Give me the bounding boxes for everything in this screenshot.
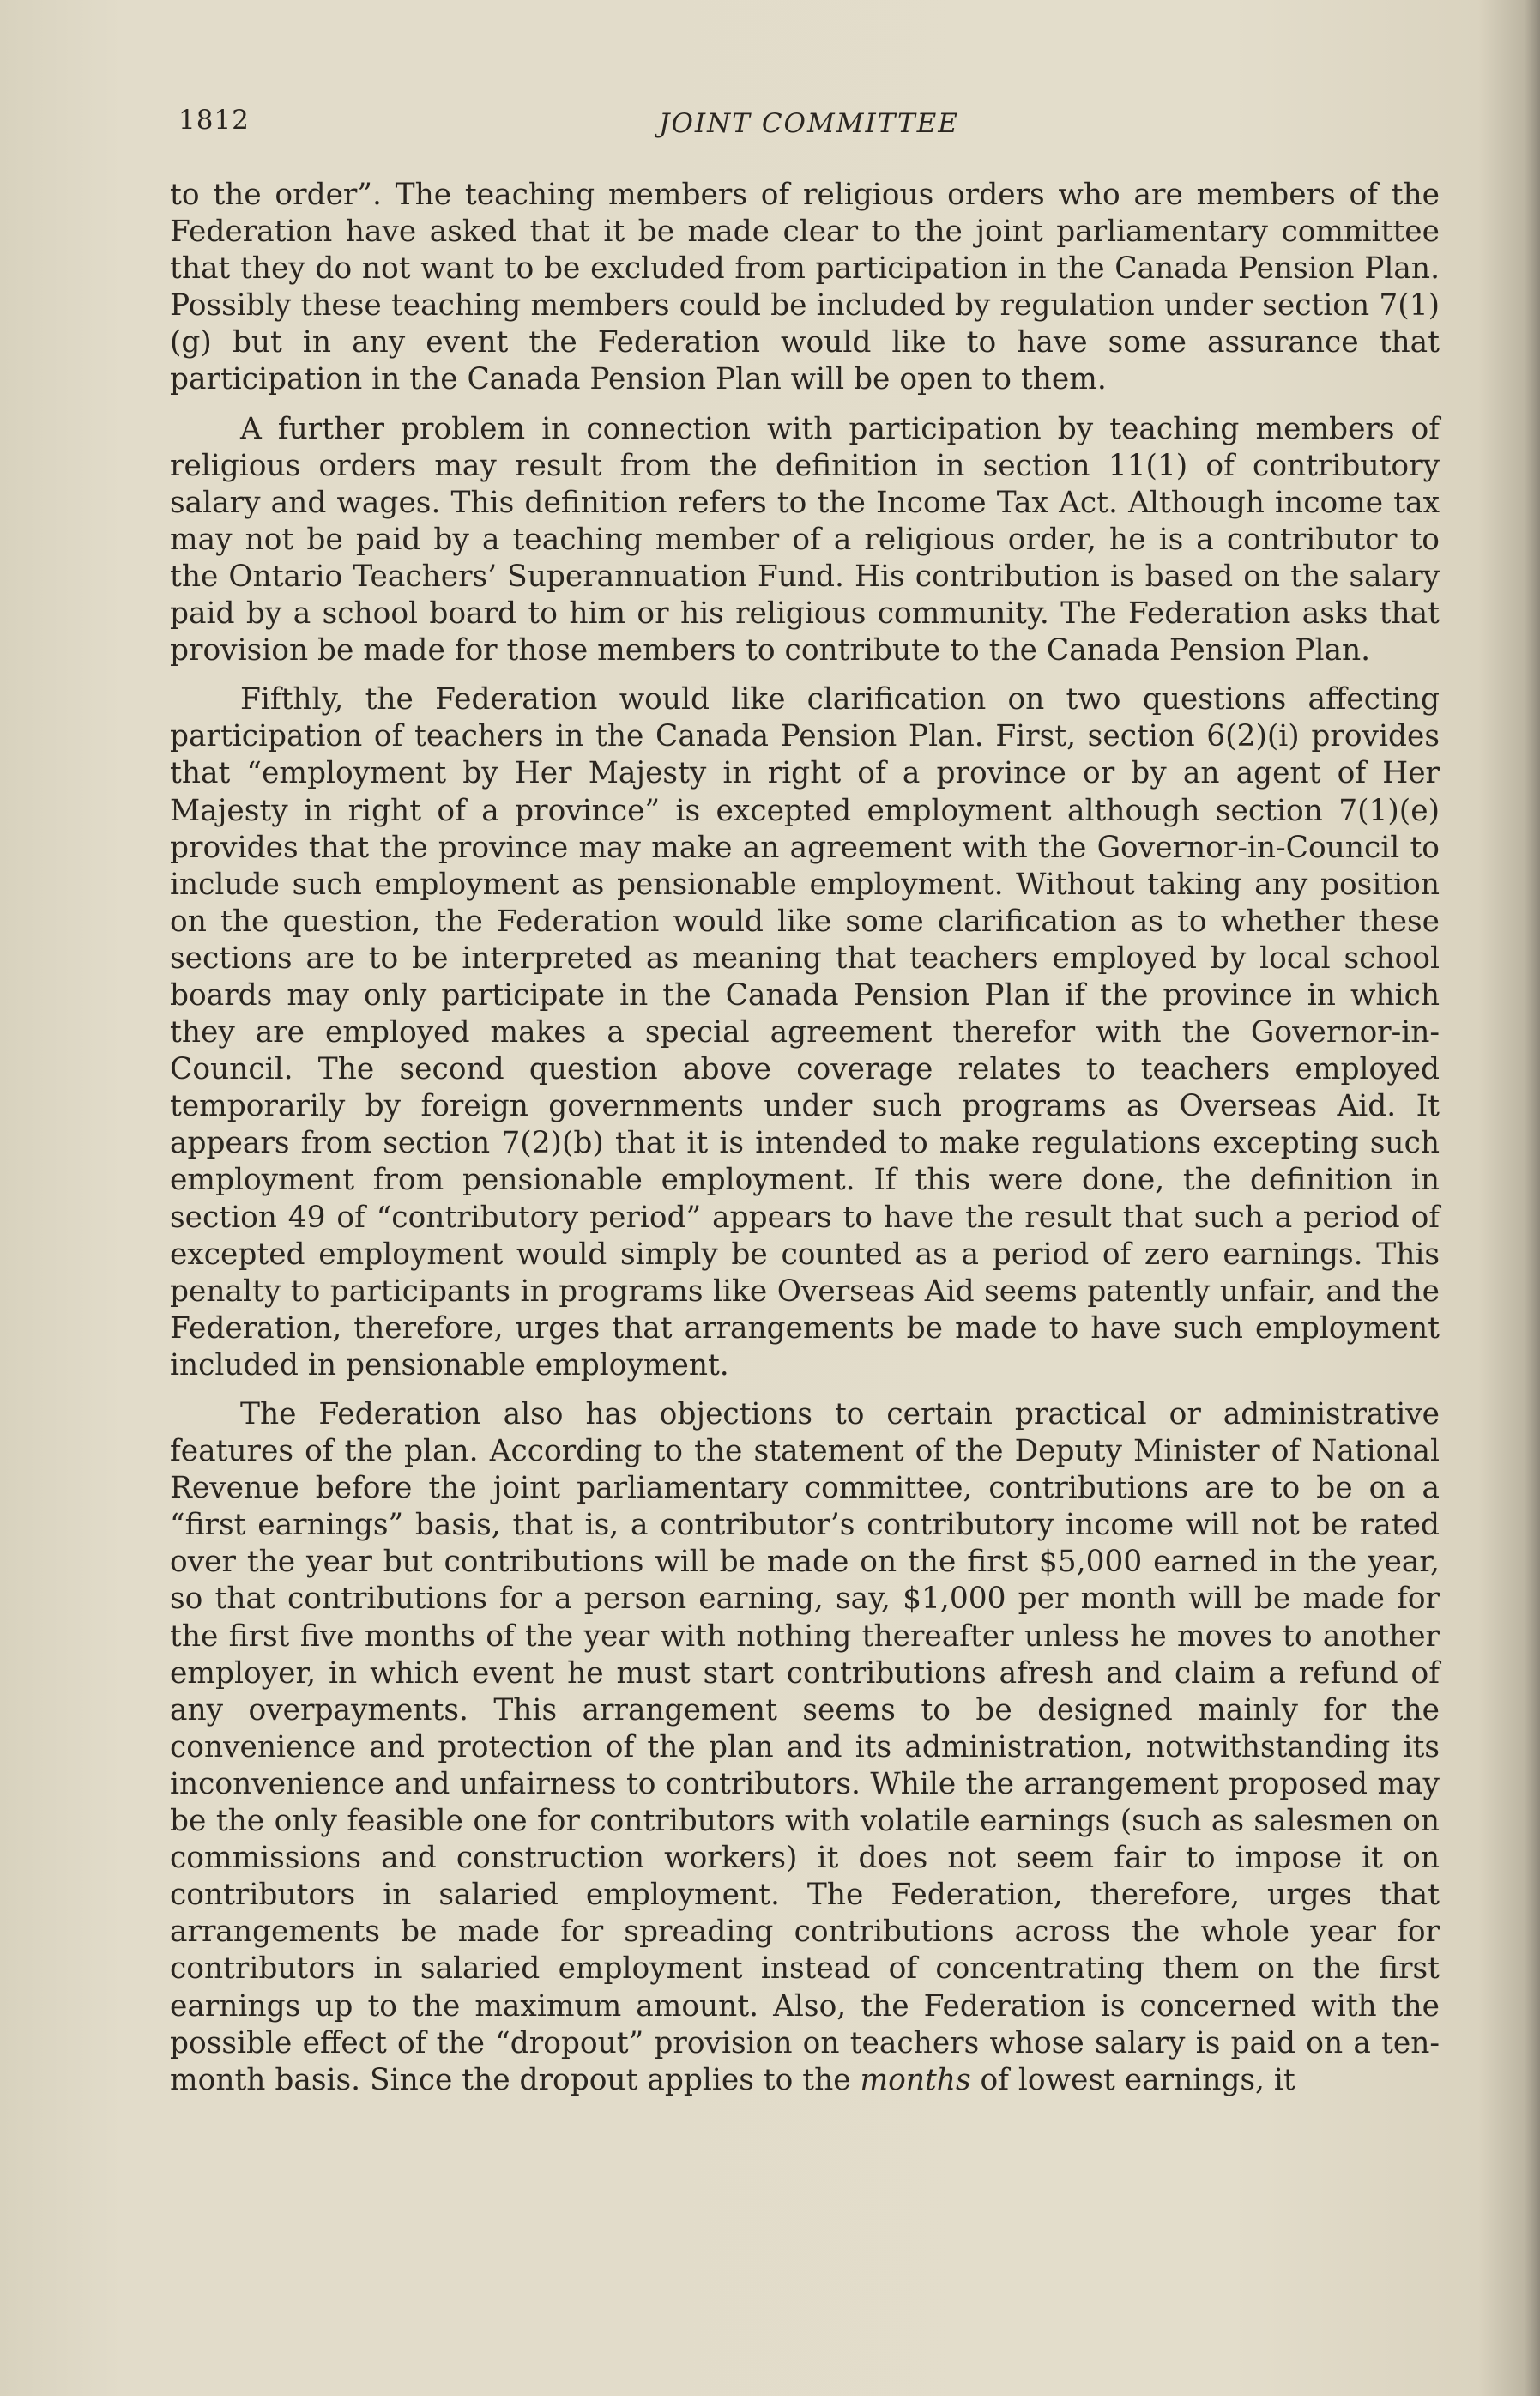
paragraph-1: to the order”. The teaching members of religious orders who are members of the Federation have asked that it be made clear to the joint parliamentary committee that they do not want to be excluded from participation in the Canada Pension Plan. Possibly these teaching members could be included by regulation under section 7(1)(g) but in any event the Federation would like to have some assurance that participation in the Canada Pension Plan will be open to them. — [170, 178, 1440, 397]
paragraph-4-text: The Federation also has objections to certain practical or administrative features of the plan. According to the statement of the Deputy Minister of National Revenue before the joint parliamentary committee, contributions are to be on a “first earnings” basis, that is, a contributor’s contributory income will not be rated over the year but contributions will be made on the first $5,000 earned in the year, so that contributions for a person earning, say, $1,000 per month will be made for the first five months of the year with nothing thereafter unless he moves to another employer, in which event he must start contributions afresh and claim a refund of any overpayments. This arrangement seems to be designed mainly for the convenience and protection of the plan and its administration, notwithstanding its inconvenience and unfairness to contributors. While the arrangement proposed may be the only feasible one for contributors with volatile earnings (such as salesmen on commissions and construction workers) it does not seem fair to impose it on contributors in salaried employment. The Federation, therefore, urges that arrangements be made for spreading contributions across the whole year for contributors in salaried employment instead of concentrating them on the first earnings up to the maximum amount. Also, the Federation is concerned with the possible effect of the “dropout” provision on teachers whose salary is paid on a ten-month basis. Since the dropout applies to the — [170, 1397, 1440, 2097]
paragraph-4-text-end: of lowest earnings, it — [970, 2062, 1295, 2097]
paragraph-4 — [170, 1396, 1440, 2099]
body-text — [170, 177, 1440, 2111]
running-head: JOINT COMMITTEE — [659, 108, 959, 139]
paragraph-3: Fifthly, the Federation would like clarification on two questions affecting participation of teachers in the Canada Pension Plan. First, section 6(2)(i) provides that “employment by Her Majesty in right of a province or by an agent of Her Majesty in right of a province” is excepted employment although section 7(1)(e) provides that the province may make an agreement with the Governor-in-Council to include such employment as pensionable employment. Without taking any position on the question, the Federation would like some clarification as to whether these sections are to be interpreted as meaning that teachers employed by local school boards may only participate in the Canada Pension Plan if the province in which they are employed makes a special agreement therefor with the Governor-in-Council. The second question above coverage relates to teachers employed temporarily by foreign governments under such programs as Overseas Aid. It appears from section 7(2)(b) that it is intended to make regulations excepting such employment from pensionable employment. If this were done, the definition in section 49 of “contributory period” appears to have the result that such a period of excepted employment would simply be counted as a period of zero earnings. This penalty to participants in programs like Overseas Aid seems patently unfair, and the Federation, therefore, urges that arrangements be made to have such employment included in pensionable employment. — [170, 682, 1440, 1383]
paragraph-2: A further problem in connection with participation by teaching members of religious orders may result from the definition in section 11(1) of contributory salary and wages. This definition refers to the Income Tax Act. Although income tax may not be paid by a teaching member of a religious order, he is a contributor to the Ontario Teachers’ Superannuation Fund. His contribution is based on the salary paid by a school board to him or his religious community. The Federation asks that provision be made for those members to contribute to the Canada Pension Plan. — [170, 411, 1440, 669]
emphasized-word: months — [860, 2062, 971, 2097]
page-header — [178, 105, 1440, 156]
page-number: 1812 — [178, 105, 250, 136]
